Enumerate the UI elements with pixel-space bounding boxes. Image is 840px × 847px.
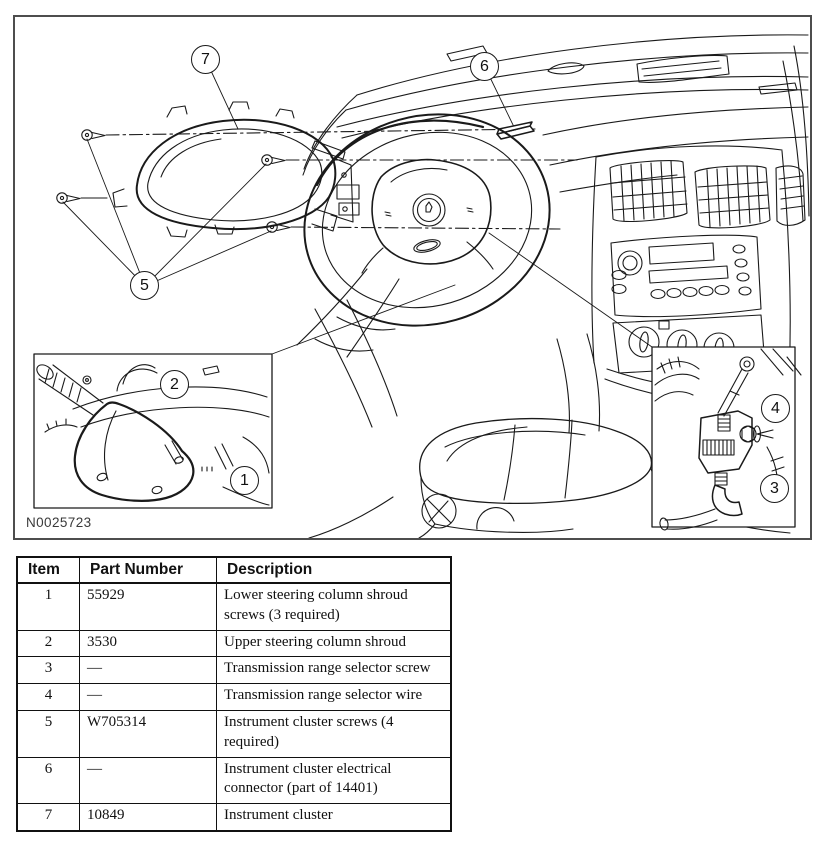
parts-table-header [17,557,451,583]
item-cell: 3 [17,657,80,684]
item-cell: 2 [17,630,80,657]
description-cell: Instrument cluster electrical connector (part of 14401) [217,757,452,804]
table-row-3 [17,657,451,684]
item-cell: 4 [17,684,80,711]
description-cell: Lower steering column shroud screws (3 required) [217,583,452,630]
figure-id-label: N0025723 [26,515,92,530]
callout-4 [761,394,790,423]
table-row-7 [17,804,451,831]
table-row-2 [17,630,451,657]
cluster-screws-art [57,130,290,232]
col-header-item: Item [17,557,80,583]
description-cell: Instrument cluster screws (4 required) [217,710,452,757]
callout-1-number: 1 [240,471,249,489]
parts-table-body [17,583,451,831]
callout-3 [760,474,789,503]
inset-selector [652,347,801,531]
col-header-part-number: Part Number [80,557,217,583]
table-row-4 [17,684,451,711]
instrument-cluster-art [113,102,353,237]
callout-5 [130,271,159,300]
item-cell: 1 [17,583,80,630]
part-number-cell: 3530 [80,630,217,657]
part-number-cell: — [80,684,217,711]
part-number-cell: — [80,757,217,804]
table-row-1 [17,583,451,630]
parts-table [16,556,452,832]
item-cell: 7 [17,804,80,831]
part-number-cell: 55929 [80,583,217,630]
centerlines [106,129,577,229]
callout-6 [470,52,499,81]
exploded-view-figure [13,15,812,540]
callout-6-number: 6 [480,57,489,75]
description-cell: Instrument cluster [217,804,452,831]
part-number-cell: — [80,657,217,684]
table-row-6 [17,757,451,804]
part-number-cell: W705314 [80,710,217,757]
col-header-description: Description [217,557,452,583]
table-row-5 [17,710,451,757]
part-number-cell: 10849 [80,804,217,831]
item-cell: 6 [17,757,80,804]
callout-4-number: 4 [771,399,780,417]
callout-2 [160,370,189,399]
item-cell: 5 [17,710,80,757]
callout-7 [191,45,220,74]
callout-7-number: 7 [201,50,210,68]
steering-wheel-art [279,86,575,427]
callout-1 [230,466,259,495]
description-cell: Upper steering column shroud [217,630,452,657]
callout-5-number: 5 [140,276,149,294]
callout-2-number: 2 [170,375,179,393]
description-cell: Transmission range selector wire [217,684,452,711]
callout-3-number: 3 [770,479,779,497]
description-cell: Transmission range selector screw [217,657,452,684]
